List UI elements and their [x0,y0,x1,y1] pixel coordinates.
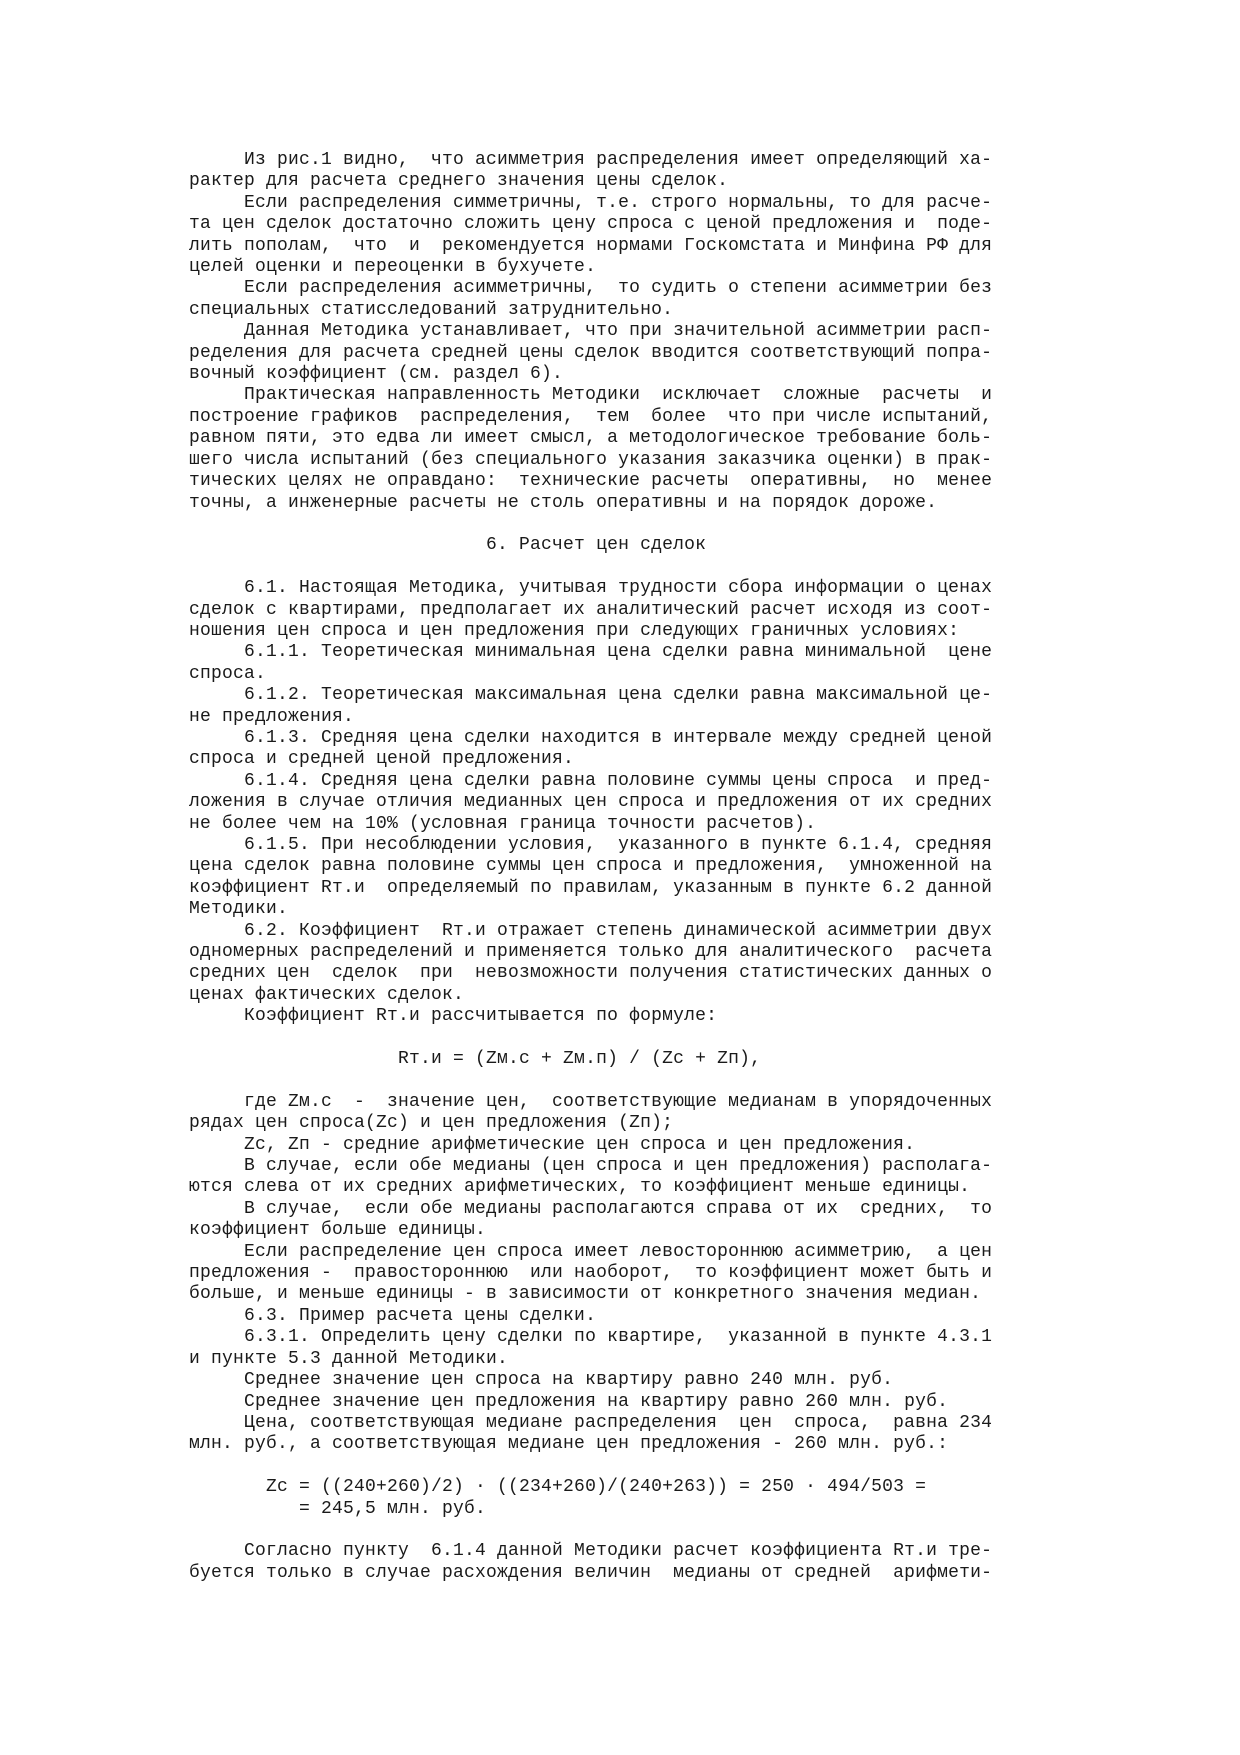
text-line: = 245,5 млн. руб. [189,1498,487,1519]
document-body [189,150,992,1584]
text-line: В случае, если обе медианы располагаются справа от их средних, то [189,1198,993,1219]
text-line: Из рис.1 видно, что асимметрия распределения имеет определяющий ха- [189,150,993,170]
text-line: Rт.и = (Zм.с + Zм.п) / (Zc + Zп), [189,1049,762,1070]
text-line: коэффициент больше единицы. [189,1220,487,1241]
blank-line [189,1456,992,1477]
text-line: ценах фактических сделок. [189,984,465,1005]
text-line: средних цен сделок при невозможности получения статистических данных о [189,963,993,984]
text-line: 6.1.5. При несоблюдении условия, указанного в пункте 6.1.4, средняя [189,834,993,855]
text-line: коэффициент Rт.и определяемый по правилам, указанным в пункте 6.2 данной [189,877,993,898]
text-line: Данная Методика устанавливает, что при значительной асимметрии расп- [189,321,993,342]
text-line: 6.1.2. Теоретическая максимальная цена сделки равна максимальной це- [189,685,993,706]
text-line: Коэффициент Rт.и рассчитывается по формуле: [189,1006,718,1027]
text-line: 6. Расчет цен сделок [189,535,707,556]
text-line: Среднее значение цен предложения на квартиру равно 260 млн. руб. [189,1391,949,1412]
text-line: 6.1.4. Средняя цена сделки равна половине суммы цены спроса и пред- [189,770,993,791]
text-line: цена сделок равна половине суммы цен спроса и предложения, умноженной на [189,856,993,877]
text-line: Согласно пункту 6.1.4 данной Методики расчет коэффициента Rт.и тре- [189,1541,993,1562]
text-line: ложения в случае отличия медианных цен спроса и предложения от их средних [189,792,993,813]
text-line: 6.2. Коэффициент Rт.и отражает степень динамической асимметрии двух [189,920,993,941]
text-line: спроса и средней ценой предложения. [189,749,575,770]
text-line: не более чем на 10% (условная граница точности расчетов). [189,813,817,834]
text-line: 6.3. Пример расчета цены сделки. [189,1305,597,1326]
text-line: ношения цен спроса и цен предложения при следующих граничных условиях: [189,620,960,641]
text-line: одномерных распределений и применяется только для аналитического расчета [189,942,993,962]
text-line: сделок с квартирами, предполагает их аналитический расчет исходя из соот- [189,599,993,620]
text-line: Если распределение цен спроса имеет левостороннюю асимметрию, а цен [189,1241,993,1262]
text-line: Zc, Zп - средние арифметические цен спроса и цен предложения. [189,1134,916,1155]
text-line: точны, а инженерные расчеты не столь оперативны и на порядок дороже. [189,492,938,513]
text-line: Если распределения асимметричны, то судить о степени асимметрии без [189,278,993,299]
text-line: ределения для расчета средней цены сделок вводится соответствующий попра- [189,342,993,363]
text-line: рактер для расчета среднего значения цены сделок. [189,171,729,192]
text-line: целей оценки и переоценки в бухучете. [189,257,597,278]
text-line: рядах цен спроса(Zc) и цен предложения (Zп); [189,1113,674,1134]
text-line: млн. руб., а соответствующая медиане цен предложения - 260 млн. руб.: [189,1434,949,1455]
text-line: лить пополам, что и рекомендуется нормами Госкомстата и Минфина РФ для [189,235,993,256]
text-line: где Zм.с - значение цен, соответствующие медианам в упорядоченных [189,1091,993,1112]
text-line: Среднее значение цен спроса на квартиру равно 240 млн. руб. [189,1370,894,1391]
text-line: Zc = ((240+260)/2) · ((234+260)/(240+263)) = 250 · 494/503 = [189,1477,927,1498]
text-line: больше, и меньше единицы - в зависимости от конкретного значения медиан. [189,1284,982,1305]
text-line: не предложения. [189,706,355,727]
text-line: равном пяти, это едва ли имеет смысл, а методологическое требование боль- [189,428,993,449]
text-line: ются слева от их средних арифметических, то коэффициент меньше единицы. [189,1177,971,1198]
blank-line [189,514,992,535]
text-line: 6.1. Настоящая Методика, учитывая трудности сбора информации о ценах [189,578,993,599]
blank-line [189,1070,992,1091]
text-line: Практическая направленность Методики исключает сложные расчеты и [189,385,993,406]
text-line: та цен сделок достаточно сложить цену спроса с ценой предложения и поде- [189,214,993,235]
blank-line [189,1028,992,1049]
text-line: Цена, соответствующая медиане распределения цен спроса, равна 234 [189,1412,993,1433]
text-line: Методики. [189,899,289,920]
text-line: построение графиков распределения, тем более что при числе испытаний, [189,406,993,427]
text-line: предложения - правостороннюю или наоборот, то коэффициент может быть и [189,1263,993,1284]
text-line: Если распределения симметричны, т.е. строго нормальны, то для расче- [189,192,993,213]
text-line: специальных статисследований затруднительно. [189,299,674,320]
text-line: вочный коэффициент (см. раздел 6). [189,364,564,385]
text-line: шего числа испытаний (без специального указания заказчика оценки) в прак- [189,449,993,470]
text-line: и пункте 5.3 данной Методики. [189,1348,509,1369]
text-line: В случае, если обе медианы (цен спроса и цен предложения) располага- [189,1156,993,1177]
text-line: 6.1.3. Средняя цена сделки находится в интервале между средней ценой [189,727,993,748]
text-line: буется только в случае расхождения величин медианы от средней арифмети- [189,1562,993,1583]
blank-line [189,1520,992,1541]
text-line: 6.1.1. Теоретическая минимальная цена сделки равна минимальной цене [189,642,993,663]
text-line: тических целях не оправдано: технические расчеты оперативны, но менее [189,471,993,492]
text-line: 6.3.1. Определить цену сделки по квартире, указанной в пункте 4.3.1 [189,1327,993,1348]
text-line: спроса. [189,663,267,684]
blank-line [189,557,992,578]
